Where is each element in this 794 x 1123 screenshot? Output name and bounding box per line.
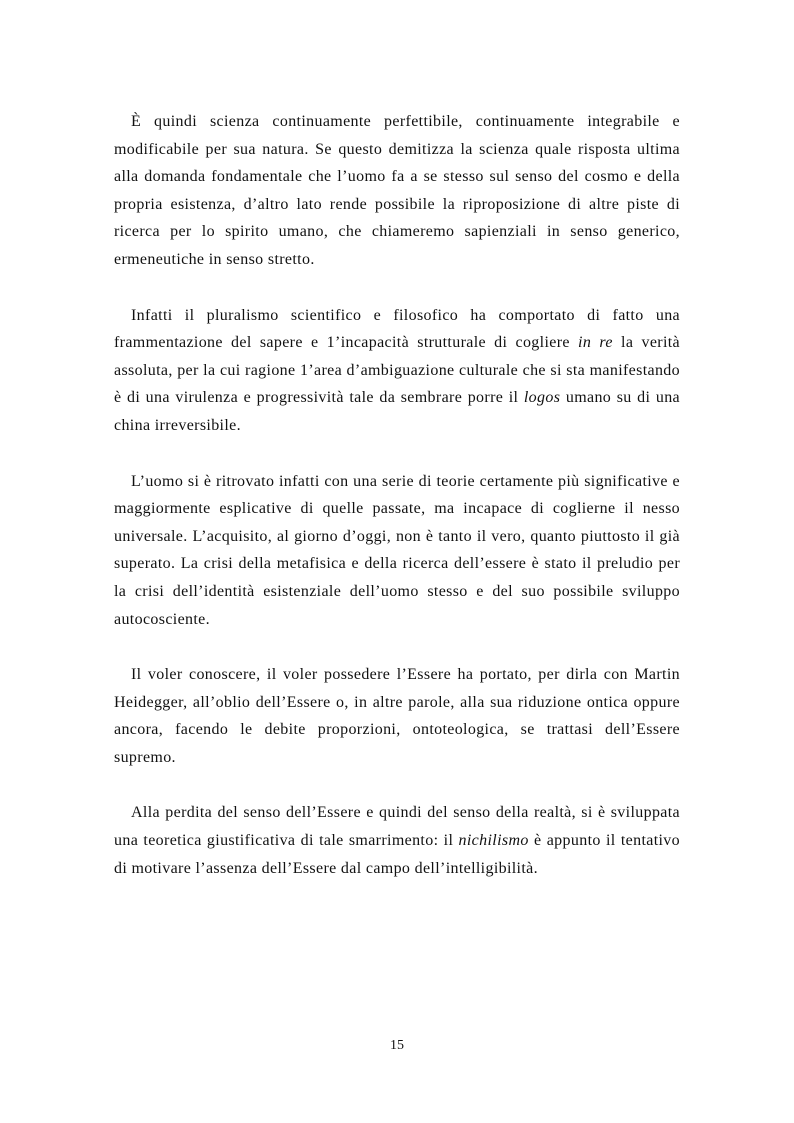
paragraph-text: Infatti il pluralismo scientifico e filosofico ha comportato di fatto una frammentazione del sapere e 1’incapacità strutturale di cogliere (114, 306, 680, 352)
paragraph-text: la verità assoluta, per la cui ragione 1’area d’ambiguazione culturale che si sta manifestando è di una virulenza e progressività tale da sembrare porre il (114, 334, 681, 407)
italic-term: logos (523, 389, 561, 407)
paragraph-text: L’uomo si è ritrovato infatti con una serie di teorie certamente più significative e maggiormente esplicative di quelle passate, ma incapace di coglierne il nesso universale. L’acquisito, al giorno d’oggi, non è tanto il vero, quanto piuttosto il già superato. La crisi della metafisica e della ricerca dell’essere è stato il preludio per la crisi dell’identità esistenziale dell’uomo stesso e del suo possibile sviluppo autocosciente. (114, 472, 680, 628)
paragraph-text: Alla perdita del senso dell’Essere e quindi del senso della realtà, si è sviluppata una teoretica giustificativa di tale smarrimento: il (114, 804, 680, 850)
paragraph-text: è appunto il tentativo di motivare l’assenza dell’Essere dal campo dell’intelligibilità. (114, 832, 681, 877)
paragraph-text: È quindi scienza continuamente perfettibile, continuamente integrabile e modificabile per sua natura. Se questo demitizza la scienza quale risposta ultima alla domanda fondamentale che l’uomo fa a se stesso sul senso del cosmo e della propria esistenza, d’altro lato rende possibile la riproposizione di altre piste di ricerca per lo spirito umano, che chiameremo sapienziali in senso generico, ermeneutiche in senso stretto. (114, 113, 680, 268)
italic-term: nichilismo (458, 832, 529, 850)
paragraph (114, 799, 680, 882)
paragraph (114, 468, 680, 634)
paragraph-text: umano su di una china irreversibile. (114, 389, 681, 434)
paragraph (114, 108, 680, 274)
italic-term: in re (578, 334, 613, 352)
page-body (114, 108, 680, 910)
paragraph (114, 661, 680, 771)
paragraph-text: Il voler conoscere, il voler possedere l’Essere ha portato, per dirla con Martin Heidegger, all’oblio dell’Essere o, in altre parole, alla sua riduzione ontica oppure ancora, facendo le debite proporzioni, ontoteologica, se trattasi dell’Essere supremo. (114, 666, 680, 766)
paragraph (114, 302, 680, 440)
page-number: 15 (390, 1038, 404, 1053)
